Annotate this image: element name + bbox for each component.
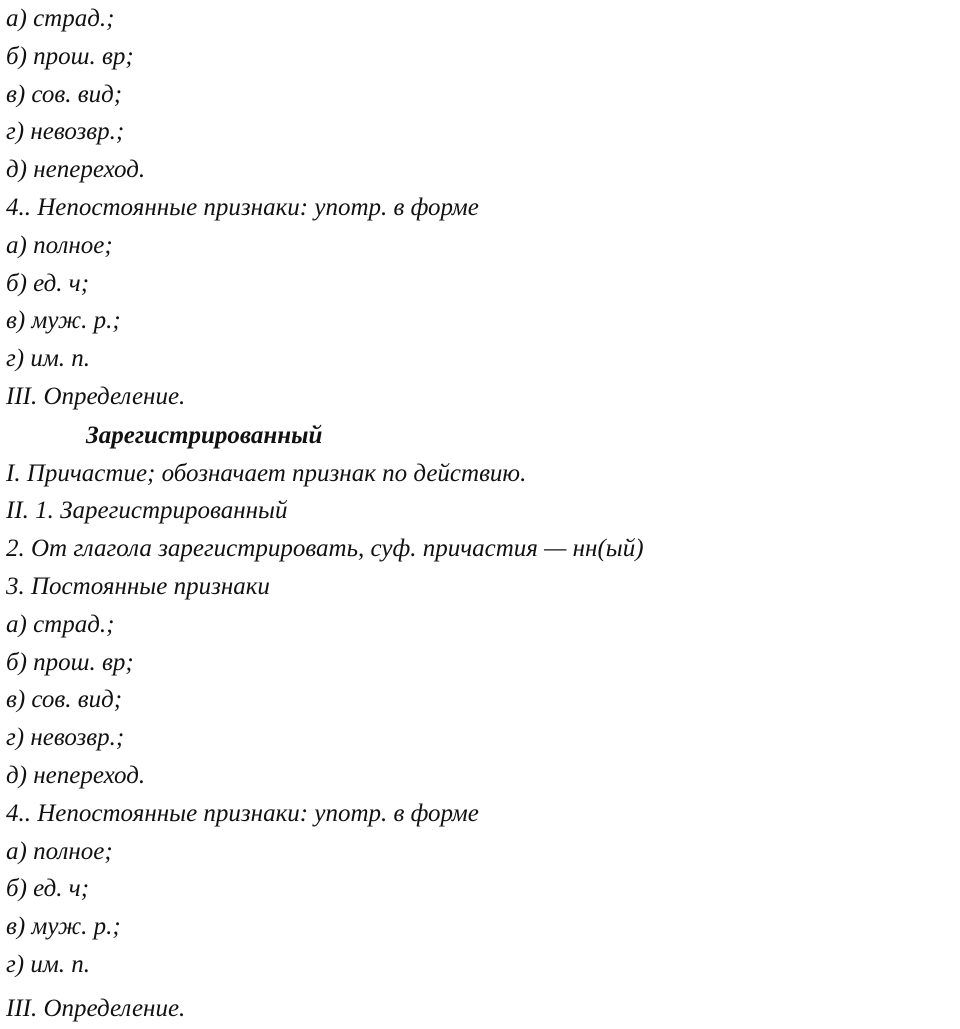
text-line-variable-features: 4.. Непостоянные признаки: употр. в форме	[6, 193, 479, 221]
text-line-form: а) полное;	[6, 231, 113, 259]
text-line-tense: б) прош. вр;	[6, 42, 134, 70]
word-heading: Зарегистрированный	[86, 421, 323, 449]
text-line-part-of-speech: I. Причастие; обозначает признак по действию.	[6, 459, 527, 487]
text-line-aspect: в) сов. вид;	[6, 686, 123, 714]
text-line-derivation: 2. От глагола зарегистрировать, суф. причастия — нн(ый)	[6, 535, 644, 563]
text-line-transitivity: д) непереход.	[6, 156, 146, 184]
text-line-gender: в) муж. р.;	[6, 913, 121, 941]
text-line-variable-features: 4.. Непостоянные признаки: употр. в форме	[6, 799, 479, 827]
text-line-syntactic-role: III. Определение.	[6, 994, 186, 1022]
text-line-voice: а) страд.;	[6, 5, 115, 32]
text-line-number: б) ед. ч;	[6, 269, 90, 297]
text-line-number: б) ед. ч;	[6, 875, 90, 903]
document-body	[6, 0, 946, 1028]
text-line-transitivity: д) непереход.	[6, 761, 146, 789]
text-line-gender: в) муж. р.;	[6, 307, 121, 335]
text-line-reflexivity: г) невозвр.;	[6, 118, 125, 146]
text-line-tense: б) прош. вр;	[6, 648, 134, 676]
text-line-reflexivity: г) невозвр.;	[6, 724, 125, 752]
text-line-form: а) полное;	[6, 837, 113, 865]
text-line-case: г) им. п.	[6, 950, 91, 978]
text-line-case: г) им. п.	[6, 345, 91, 373]
text-line-initial-form: II. 1. Зарегистрированный	[6, 497, 288, 525]
text-line-voice: а) страд.;	[6, 610, 115, 638]
text-line-syntactic-role: III. Определение.	[6, 382, 186, 410]
text-line-aspect: в) сов. вид;	[6, 80, 123, 108]
text-line-constant-features: 3. Постоянные признаки	[6, 572, 270, 600]
